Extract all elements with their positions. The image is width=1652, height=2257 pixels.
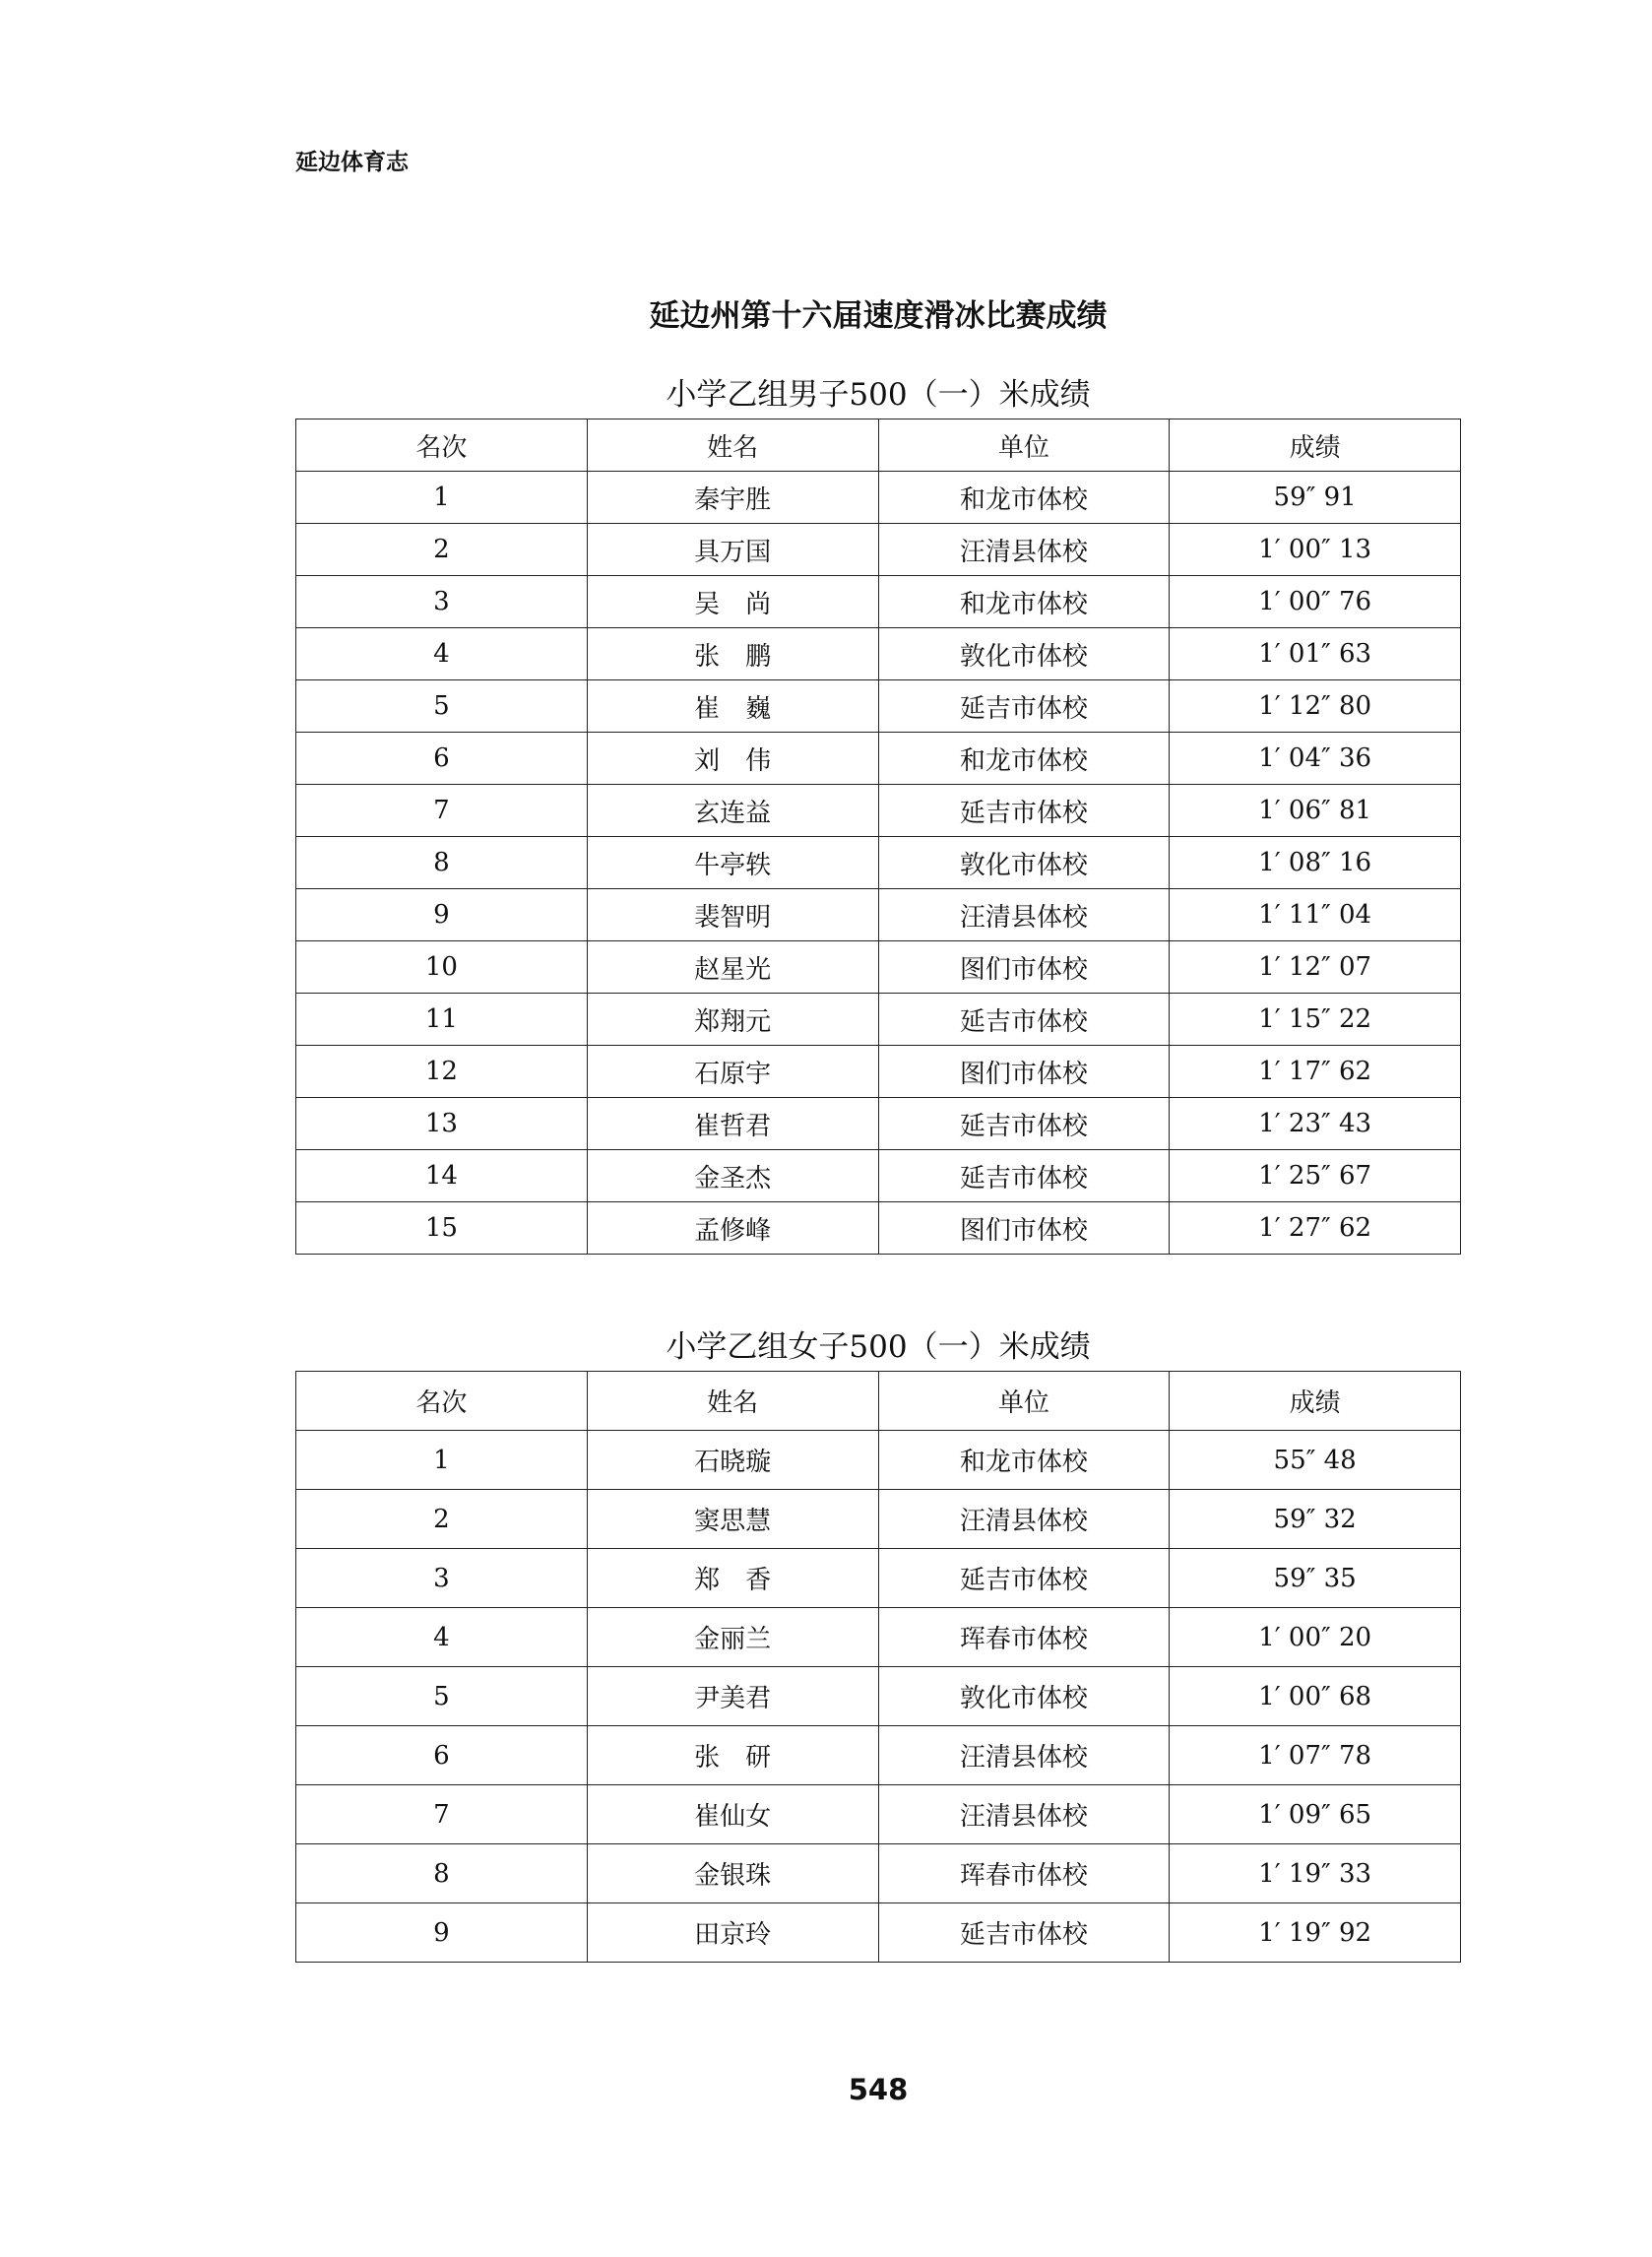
cell-name: 石晓璇 [587, 1431, 878, 1490]
cell-result: 1′ 00″ 13 [1170, 524, 1461, 576]
cell-rank: 6 [296, 1726, 588, 1785]
cell-name: 郑翔元 [587, 994, 878, 1046]
table-title-girls: 小学乙组女子500（一）米成绩 [666, 1329, 1091, 1365]
table-header-row [296, 1372, 1461, 1431]
cell-rank: 13 [296, 1098, 588, 1150]
column-header-result: 成绩 [1170, 1372, 1461, 1431]
cell-unit: 和龙市体校 [878, 733, 1170, 785]
cell-unit: 珲春市体校 [878, 1844, 1170, 1903]
cell-result: 1′ 25″ 67 [1170, 1150, 1461, 1202]
cell-name: 赵星光 [587, 941, 878, 994]
cell-result: 1′ 15″ 22 [1170, 994, 1461, 1046]
table-row [296, 472, 1461, 524]
cell-name: 郑 香 [587, 1549, 878, 1608]
cell-name: 裴智明 [587, 889, 878, 941]
cell-rank: 2 [296, 524, 588, 576]
table-row [296, 628, 1461, 680]
cell-rank: 12 [296, 1046, 588, 1098]
cell-result: 59″ 91 [1170, 472, 1461, 524]
table-row [296, 1549, 1461, 1608]
cell-unit: 延吉市体校 [878, 994, 1170, 1046]
cell-result: 1′ 06″ 81 [1170, 785, 1461, 837]
cell-result: 59″ 32 [1170, 1490, 1461, 1549]
cell-rank: 9 [296, 1903, 588, 1963]
table-row [296, 576, 1461, 628]
table-row [296, 941, 1461, 994]
column-header-name: 姓名 [587, 1372, 878, 1431]
table-row [296, 733, 1461, 785]
cell-name: 张 研 [587, 1726, 878, 1785]
table-row [296, 1150, 1461, 1202]
section-boys-500m [295, 371, 1461, 1255]
cell-rank: 15 [296, 1202, 588, 1255]
column-header-name: 姓名 [587, 419, 878, 472]
section-girls-500m [295, 1323, 1461, 1963]
results-table-boys [295, 419, 1461, 1255]
cell-unit: 汪清县体校 [878, 1490, 1170, 1549]
cell-rank: 8 [296, 837, 588, 889]
table-row [296, 1046, 1461, 1098]
cell-result: 1′ 08″ 16 [1170, 837, 1461, 889]
cell-result: 1′ 11″ 04 [1170, 889, 1461, 941]
cell-rank: 1 [296, 1431, 588, 1490]
cell-unit: 汪清县体校 [878, 1785, 1170, 1844]
table-row [296, 1098, 1461, 1150]
cell-name: 崔仙女 [587, 1785, 878, 1844]
cell-unit: 敦化市体校 [878, 628, 1170, 680]
cell-name: 玄连益 [587, 785, 878, 837]
cell-result: 59″ 35 [1170, 1549, 1461, 1608]
cell-name: 金圣杰 [587, 1150, 878, 1202]
cell-result: 1′ 27″ 62 [1170, 1202, 1461, 1255]
cell-name: 崔哲君 [587, 1098, 878, 1150]
document-title: 延边州第十六届速度滑冰比赛成绩 [649, 298, 1108, 334]
table-header-row [296, 419, 1461, 472]
table-row [296, 889, 1461, 941]
cell-name: 金丽兰 [587, 1608, 878, 1667]
table-row [296, 1785, 1461, 1844]
cell-unit: 延吉市体校 [878, 1098, 1170, 1150]
cell-name: 吴 尚 [587, 576, 878, 628]
cell-name: 孟修峰 [587, 1202, 878, 1255]
cell-unit: 和龙市体校 [878, 472, 1170, 524]
cell-rank: 9 [296, 889, 588, 941]
cell-result: 1′ 19″ 92 [1170, 1903, 1461, 1963]
table-row [296, 1667, 1461, 1726]
column-header-rank: 名次 [296, 419, 588, 472]
cell-rank: 8 [296, 1844, 588, 1903]
table-row [296, 1608, 1461, 1667]
running-header: 延边体育志 [295, 150, 409, 175]
cell-name: 具万国 [587, 524, 878, 576]
cell-unit: 图们市体校 [878, 941, 1170, 994]
cell-rank: 5 [296, 680, 588, 733]
cell-result: 1′ 00″ 68 [1170, 1667, 1461, 1726]
cell-name: 金银珠 [587, 1844, 878, 1903]
cell-rank: 7 [296, 785, 588, 837]
cell-rank: 5 [296, 1667, 588, 1726]
cell-unit: 和龙市体校 [878, 576, 1170, 628]
cell-unit: 汪清县体校 [878, 1726, 1170, 1785]
table-row [296, 1202, 1461, 1255]
cell-unit: 延吉市体校 [878, 1150, 1170, 1202]
cell-unit: 图们市体校 [878, 1046, 1170, 1098]
cell-name: 石原宇 [587, 1046, 878, 1098]
cell-rank: 4 [296, 1608, 588, 1667]
cell-unit: 敦化市体校 [878, 837, 1170, 889]
cell-rank: 6 [296, 733, 588, 785]
cell-rank: 7 [296, 1785, 588, 1844]
cell-result: 1′ 00″ 20 [1170, 1608, 1461, 1667]
cell-name: 牛亭轶 [587, 837, 878, 889]
table-row [296, 837, 1461, 889]
cell-name: 张 鹏 [587, 628, 878, 680]
table-title-boys: 小学乙组男子500（一）米成绩 [666, 377, 1091, 413]
cell-name: 崔 巍 [587, 680, 878, 733]
table-row [296, 994, 1461, 1046]
cell-result: 1′ 04″ 36 [1170, 733, 1461, 785]
cell-unit: 图们市体校 [878, 1202, 1170, 1255]
column-header-unit: 单位 [878, 419, 1170, 472]
table-row [296, 524, 1461, 576]
cell-result: 1′ 17″ 62 [1170, 1046, 1461, 1098]
cell-rank: 1 [296, 472, 588, 524]
cell-rank: 3 [296, 1549, 588, 1608]
cell-result: 1′ 12″ 80 [1170, 680, 1461, 733]
table-row [296, 1490, 1461, 1549]
cell-unit: 延吉市体校 [878, 680, 1170, 733]
cell-unit: 敦化市体校 [878, 1667, 1170, 1726]
cell-rank: 10 [296, 941, 588, 994]
table-row [296, 1431, 1461, 1490]
cell-unit: 汪清县体校 [878, 524, 1170, 576]
cell-unit: 延吉市体校 [878, 1903, 1170, 1963]
table-row [296, 785, 1461, 837]
column-header-result: 成绩 [1170, 419, 1461, 472]
cell-rank: 3 [296, 576, 588, 628]
cell-rank: 11 [296, 994, 588, 1046]
cell-rank: 14 [296, 1150, 588, 1202]
column-header-unit: 单位 [878, 1372, 1170, 1431]
cell-unit: 和龙市体校 [878, 1431, 1170, 1490]
cell-result: 1′ 23″ 43 [1170, 1098, 1461, 1150]
cell-result: 1′ 09″ 65 [1170, 1785, 1461, 1844]
cell-name: 刘 伟 [587, 733, 878, 785]
table-row [296, 1726, 1461, 1785]
cell-name: 秦宇胜 [587, 472, 878, 524]
cell-result: 1′ 00″ 76 [1170, 576, 1461, 628]
cell-unit: 珲春市体校 [878, 1608, 1170, 1667]
cell-unit: 延吉市体校 [878, 1549, 1170, 1608]
cell-result: 1′ 01″ 63 [1170, 628, 1461, 680]
table-row [296, 680, 1461, 733]
cell-rank: 2 [296, 1490, 588, 1549]
cell-result: 1′ 07″ 78 [1170, 1726, 1461, 1785]
table-row [296, 1844, 1461, 1903]
table-body-girls [296, 1431, 1461, 1963]
page-number: 548 [848, 2073, 909, 2106]
cell-rank: 4 [296, 628, 588, 680]
cell-name: 田京玲 [587, 1903, 878, 1963]
cell-result: 1′ 12″ 07 [1170, 941, 1461, 994]
cell-unit: 延吉市体校 [878, 785, 1170, 837]
results-table-girls [295, 1371, 1461, 1963]
cell-result: 55″ 48 [1170, 1431, 1461, 1490]
table-row [296, 1903, 1461, 1963]
cell-name: 尹美君 [587, 1667, 878, 1726]
cell-unit: 汪清县体校 [878, 889, 1170, 941]
table-body-boys [296, 472, 1461, 1255]
cell-result: 1′ 19″ 33 [1170, 1844, 1461, 1903]
cell-name: 窦思慧 [587, 1490, 878, 1549]
column-header-rank: 名次 [296, 1372, 588, 1431]
